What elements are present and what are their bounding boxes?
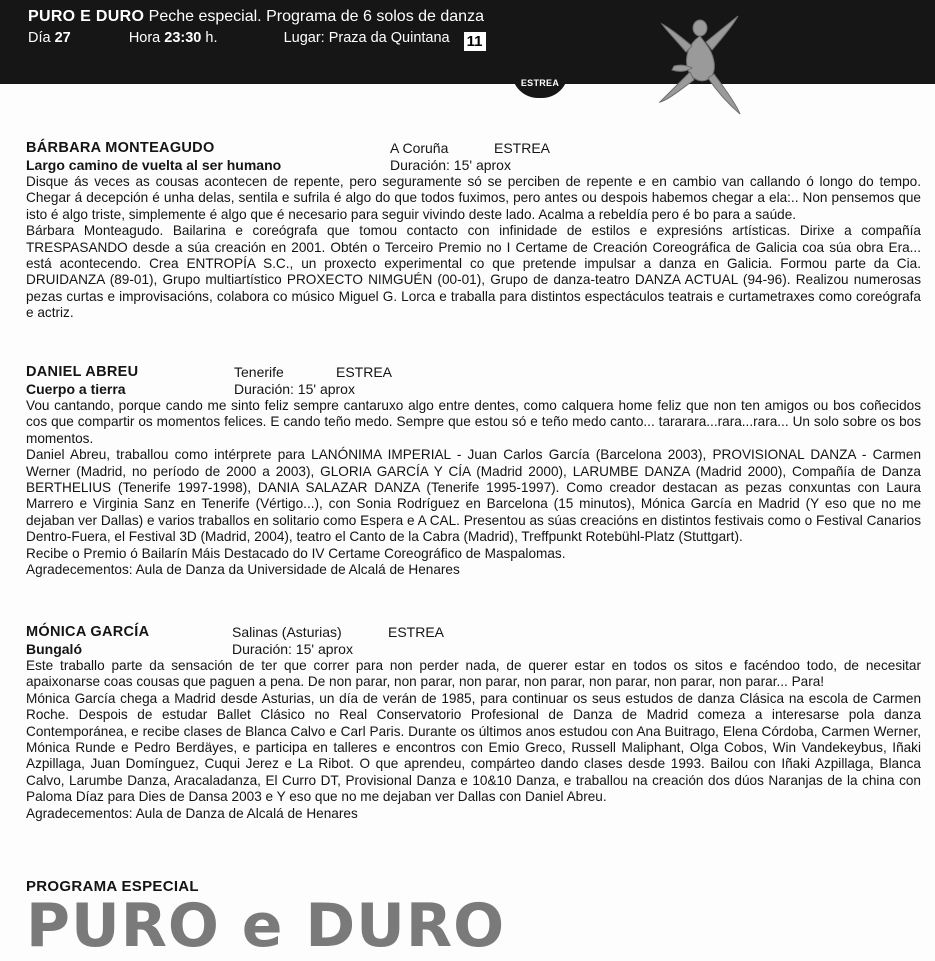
performer-status: ESTREA — [388, 624, 445, 640]
day-value: 27 — [54, 30, 71, 46]
performer-location: A Coruña — [390, 140, 449, 156]
dancer-illustration — [640, 6, 760, 126]
performer-name: MÓNICA GARCÍA — [26, 624, 150, 640]
work-title: Bungaló — [26, 641, 82, 657]
performer-name: BÁRBARA MONTEAGUDO — [26, 140, 215, 156]
program-title-logo: PURO e DURO — [26, 891, 506, 961]
performer-status: ESTREA — [336, 364, 393, 380]
performer-bio: Mónica García chega a Madrid desde Asturias, un día de verán de 1985, para continuar os seus estudos de danza Clásica na escola de Carmen Roche. Despois de estudar Ballet Clásico no Real Conservatorio Profesional de Danza de Madrid comeza a interesarse pola danza Contemporánea, e recibe clases de Blanca Calvo e Carl Paris. Durante os últimos anos estudou con Ana Buitrago, Elena Córdoba, Carmen Werner, Mónica Runde e Pedro Berdäyes, e participa en talleres e encontros con Emio Greco, Russell Maliphant, Olga Cobos, Win Vandekeybus, Iñaki Azpillaga, Juan Domínguez, Cuqui Jerez e La Ribot. O que aprendeu, compárteo dando clases desde 1993. Bailou con Iñaki Azpillaga, Blanca Calvo, Larumbe Danza, Aracaladanza, El Curro DT, Provisional Danza e 10&10 Danza, e traballou na creación dos dúos Naranjas de la china con Paloma Díaz para Dies de Dansa 2003 e Y eso que no me dejaban ver Dallas con Daniel Abreu. — [26, 690, 921, 805]
day-label: Día — [28, 30, 51, 46]
performer-bio: Bárbara Monteagudo. Bailarina e coreógrafa que tomou contacto con infinidade de estilos e expresións artísticas. Dirixe a compañía TRESPASANDO desde a súa creación en 2001. Obtén o Terceiro Premio no I Certame de Creación Coreográfica de Galicia coa súa obra Era... está acontecendo. Crea ENTROPÍA S.C., un proxecto experimental co que pretende impulsar a danza en Galicia. Formou parte da Cia. DRUIDANZA (89-01), Grupo multiartístico PROXECTO NIMGUÉN (00-01), Grupo de danza-teatro DANZA ACTUAL (94-96). Realizou numerosas pezas curtas e improvisacións, colabora co músico Miguel G. Lorca e traballa para distintos espectáculos teatrais e curtametraxes como coreógrafa e actriz. — [26, 223, 921, 321]
acknowledgements: Agradecementos: Aula de Danza da Universidade de Alcalá de Henares — [26, 562, 460, 578]
work-synopsis: Vou cantando, porque cando me sinto feliz sempre cantaruxo algo entre dentes, como calquera home feliz que non ten amigos ou bos coñecidos cos que compartir os momentos felices. E cando teño medo. Sempre que estou só e teño medo canto... tararara...rara...rara... Un solo sobre os bos momentos. — [26, 398, 921, 446]
performer-daniel-abreu — [26, 364, 921, 578]
time-unit: h. — [205, 30, 218, 46]
work-duration: Duración: 15' aprox — [234, 381, 355, 397]
work-title: Largo camino de vuelta al ser humano — [26, 157, 282, 173]
time-value: 23:30 — [164, 30, 202, 46]
acknowledgements: Agradecementos: Aula de Danza de Alcalá de Henares — [26, 805, 358, 821]
performer-location: Salinas (Asturias) — [232, 624, 342, 640]
performer-barbara-monteagudo — [26, 140, 921, 322]
header-banner — [0, 0, 935, 84]
performer-award: Recibe o Premio ó Bailarín Máis Destacado do IV Certame Coreográfico de Maspalomas. — [26, 545, 566, 561]
performer-description — [26, 174, 921, 322]
performer-name: DANIEL ABREU — [26, 364, 139, 380]
performer-monica-garcia — [26, 624, 921, 822]
performer-bio: Daniel Abreu, traballou como intérprete para LANÓNIMA IMPERIAL - Juan Carlos García (Barcelona 2003), PROVISIONAL DANZA - Carmen Werner (Madrid, no período de 2000 a 2003), GLORIA GARCÍA Y CÍA (Madrid 2000), LARUMBE DANZA (Madrid 2000), Compañía de Danza BERTHELIUS (Tenerife 1997-1998), DANIA SALAZAR DANZA (Tenerife 1995-1997). Como creador destacan as pezas conxuntas con Laura Marrero e Virginia Sanz en Tenerife (Vértigo...), con Sonia Rodríguez en Barcelona (15 minutos), Mónica García en Madrid (Y eso que no me dejaban ver Dallas) e varios traballos en solitario como Espera e A CAL. Presentou as súas creacións en distintos festivais como o Festival Canarios Dentro-Fuera, el Festival 3D (Madrid, 2004), teatro el Canto de la Cabra (Madrid), Treffpunkt Rotebühl-Platz (Stuttgart). — [26, 447, 921, 545]
time-label: Hora — [128, 30, 161, 46]
program-label: PROGRAMA ESPECIAL — [26, 878, 199, 895]
event-number: 11 — [464, 32, 486, 51]
event-title-bold: PURO E DURO — [28, 8, 145, 25]
work-title: Cuerpo a tierra — [26, 381, 126, 397]
work-synopsis: Este traballo parte da sensación de ter que correr para non perder nada, de querer estar en todos os sitos e facéndoo todo, de necesitar apaixonarse coas cousas que paguen a pena. De non parar, non parar, non parar, non parar, non parar, non parar, non parar... Para! — [26, 658, 921, 690]
performer-location: Tenerife — [234, 364, 284, 380]
event-title — [28, 8, 484, 26]
work-duration: Duración: 15' aprox — [232, 641, 353, 657]
event-info — [28, 30, 486, 51]
performer-description — [26, 658, 921, 822]
place-label: Lugar: Praza da Quintana — [283, 30, 450, 46]
estrea-tab: ESTREA — [512, 72, 568, 98]
performer-description — [26, 398, 921, 578]
performer-status: ESTREA — [494, 140, 551, 156]
event-title-rest: Peche especial. Programa de 6 solos de danza — [148, 8, 484, 25]
work-synopsis: Disque ás veces as cousas acontecen de repente, pero seguramente só se perciben de repente e en cambio van callando ó longo do tempo. Chegar á decepción é unha delas, sentila e sufrila é algo do que todos fuximos, pero antes ou despois habemos chegar a ela:.. Non pensemos que isto é algo triste, simplemente é algo que é necesario para seguir vivindo deste lado. Acalma a rebeldía pero é bo para a saúde. — [26, 174, 921, 222]
work-duration: Duración: 15' aprox — [390, 157, 511, 173]
